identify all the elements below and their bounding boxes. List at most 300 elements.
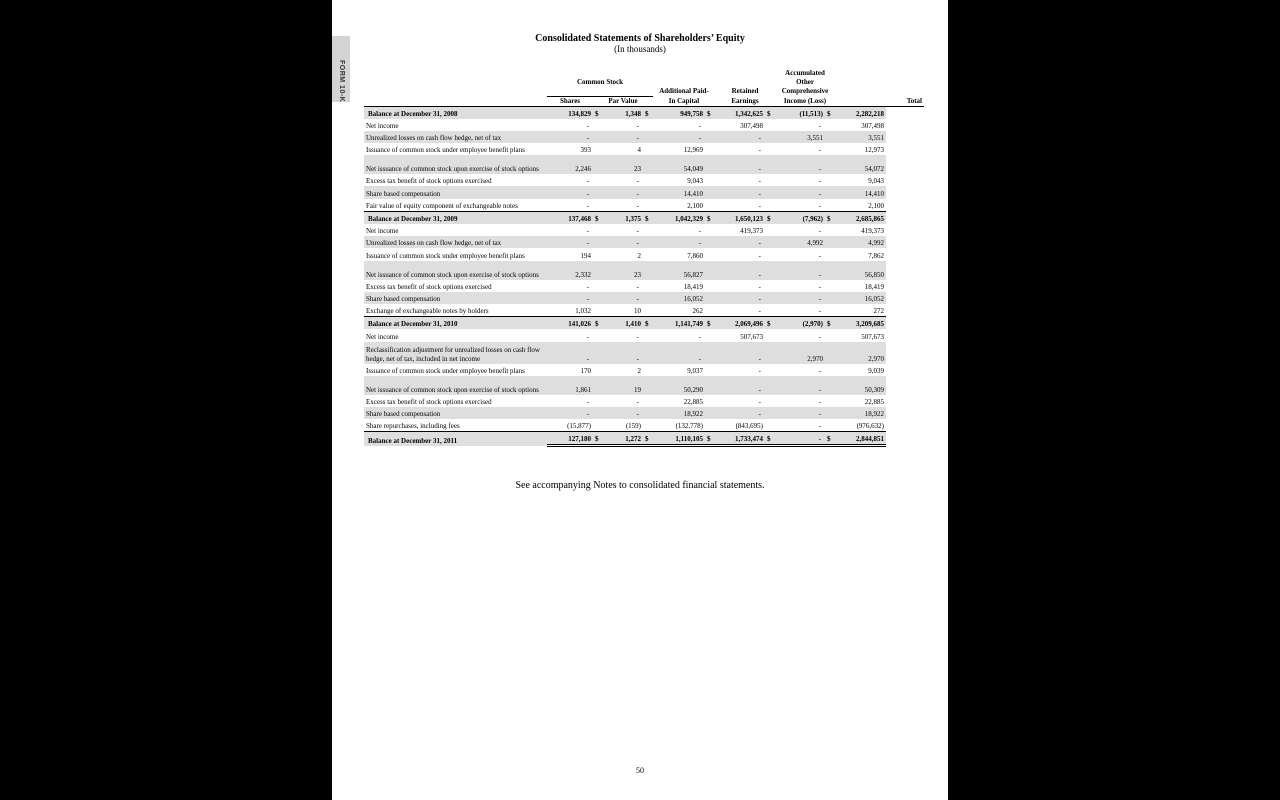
dollar-sign <box>765 186 775 198</box>
cell-apic: 22,885 <box>683 397 703 406</box>
row-label: Issuance of common stock under employee benefit plans <box>366 251 525 260</box>
aoci-header-2: Other <box>796 78 814 86</box>
cell-apic: 7,860 <box>687 251 703 260</box>
dollar-sign <box>765 329 775 341</box>
dollar-sign <box>643 119 653 131</box>
table-row <box>364 419 924 432</box>
cell-shares: 137,468 <box>547 211 593 224</box>
cell-retained: - <box>758 251 761 260</box>
cell-retained: - <box>715 186 765 198</box>
row-label: Share based compensation <box>364 186 547 198</box>
cell-total: 419,373 <box>861 227 885 236</box>
row-label: Exchange of exchangeable notes by holders <box>366 307 489 316</box>
cell-total: 16,052 <box>835 292 886 304</box>
cell-shares: - <box>586 227 589 236</box>
cell-aoci: (2,970) <box>775 317 825 330</box>
dollar-sign <box>765 155 775 174</box>
dollar-sign <box>765 407 775 419</box>
dollar-sign <box>825 224 835 236</box>
cell-par: - <box>636 177 639 186</box>
dollar-sign <box>765 119 775 131</box>
cell-retained: - <box>758 397 761 406</box>
cell-shares: 170 <box>580 366 591 375</box>
dollar-sign <box>643 304 653 317</box>
dollar-sign <box>593 304 603 317</box>
dollar-sign <box>643 407 653 419</box>
table-row <box>364 186 924 198</box>
cell-par: - <box>603 131 643 143</box>
dollar-sign <box>705 143 715 155</box>
dollar-sign <box>825 261 835 280</box>
table-row <box>364 342 924 364</box>
cell-total: 307,498 <box>861 121 885 130</box>
dollar-sign <box>705 174 715 186</box>
cell-apic: 12,969 <box>683 146 703 155</box>
cell-aoci: - <box>818 422 821 431</box>
cell-par: 10 <box>634 307 641 316</box>
dollar-sign <box>643 342 653 364</box>
cell-aoci: 4,992 <box>775 236 825 248</box>
cell-par: - <box>636 397 639 406</box>
dollar-sign <box>593 155 603 174</box>
row-label: Issuance of common stock under employee benefit plans <box>366 366 525 375</box>
cell-shares: - <box>547 342 593 364</box>
cell-retained: - <box>715 407 765 419</box>
dollar-sign: $ <box>765 317 775 330</box>
row-label: Net issuance of common stock upon exercise of stock options <box>364 155 547 174</box>
dollar-sign <box>765 364 775 376</box>
dollar-sign: $ <box>643 317 653 330</box>
dollar-sign <box>593 280 603 292</box>
cell-aoci: - <box>818 366 821 375</box>
cell-shares: 194 <box>580 251 591 260</box>
dollar-sign <box>593 376 603 395</box>
dollar-sign <box>705 236 715 248</box>
dollar-sign <box>825 155 835 174</box>
cell-par: (159) <box>625 422 641 431</box>
dollar-sign <box>765 236 775 248</box>
dollar-sign <box>593 407 603 419</box>
cell-aoci: 3,551 <box>775 131 825 143</box>
aoci-header-3: Comprehensive <box>781 87 829 95</box>
cell-par: 1,348 <box>603 106 643 119</box>
dollar-sign: $ <box>765 106 775 119</box>
cell-total: 9,043 <box>868 177 885 186</box>
aoci-header-4: Income (Loss) <box>775 96 835 106</box>
cell-par: - <box>636 282 639 291</box>
table-row <box>364 131 924 143</box>
dollar-sign: $ <box>593 317 603 330</box>
cell-apic: - <box>653 342 705 364</box>
dollar-sign <box>643 199 653 212</box>
cell-shares: 2,246 <box>547 155 593 174</box>
table-row <box>364 143 924 155</box>
balance-row <box>364 106 924 119</box>
table-row <box>364 261 924 280</box>
cell-par: - <box>636 227 639 236</box>
dollar-sign <box>705 261 715 280</box>
cell-total: 18,419 <box>864 282 885 291</box>
cell-shares: - <box>586 177 589 186</box>
cell-retained: - <box>715 155 765 174</box>
row-label: Reclassification adjustment for unrealized losses on cash flow hedge, net of tax, included in net income <box>364 342 547 364</box>
cell-apic: 9,043 <box>687 177 703 186</box>
dollar-sign: $ <box>825 106 835 119</box>
row-label: Fair value of equity component of exchangeable notes <box>366 201 518 210</box>
cell-apic: - <box>698 332 701 341</box>
dollar-sign <box>765 395 775 407</box>
dollar-sign <box>765 304 775 317</box>
dollar-sign: $ <box>593 432 603 446</box>
balance-row <box>364 211 924 224</box>
dollar-sign <box>593 292 603 304</box>
cell-aoci: (11,513) <box>775 106 825 119</box>
row-label: Balance at December 31, 2009 <box>364 211 547 224</box>
cell-shares: - <box>547 407 593 419</box>
footnote: See accompanying Notes to consolidated financial statements. <box>515 480 765 491</box>
apic-header-2: In Capital <box>653 96 715 106</box>
cell-apic: 1,042,329 <box>653 211 705 224</box>
dollar-sign: $ <box>643 432 653 446</box>
row-label: Net income <box>366 227 399 236</box>
cell-total: 7,862 <box>868 251 885 260</box>
dollar-sign <box>593 224 603 236</box>
table-row <box>364 304 924 317</box>
table-row <box>364 119 924 131</box>
dollar-sign: $ <box>705 106 715 119</box>
dollar-sign <box>705 292 715 304</box>
cell-total: 3,209,685 <box>835 317 886 330</box>
dollar-sign <box>705 248 715 260</box>
cell-aoci: - <box>818 397 821 406</box>
dollar-sign <box>705 199 715 212</box>
dollar-sign: $ <box>593 211 603 224</box>
dollar-sign <box>825 342 835 364</box>
row-label: Share based compensation <box>364 407 547 419</box>
cell-retained: - <box>758 201 761 210</box>
cell-retained: - <box>715 342 765 364</box>
table-row <box>364 174 924 186</box>
cell-shares: - <box>547 292 593 304</box>
dollar-sign <box>643 395 653 407</box>
dollar-sign <box>593 329 603 341</box>
table-row <box>364 329 924 341</box>
cell-total: 56,850 <box>835 261 886 280</box>
header-row-2 <box>364 78 924 87</box>
cell-apic: - <box>698 227 701 236</box>
dollar-sign <box>705 280 715 292</box>
dollar-sign <box>593 131 603 143</box>
dollar-sign <box>705 342 715 364</box>
header-row-4 <box>364 96 924 106</box>
cell-retained: - <box>758 282 761 291</box>
table-row <box>364 395 924 407</box>
dollar-sign <box>705 155 715 174</box>
table-row <box>364 376 924 395</box>
cell-shares: - <box>586 282 589 291</box>
dollar-sign <box>643 280 653 292</box>
cell-shares: 1,032 <box>575 307 591 316</box>
cell-shares: 1,861 <box>547 376 593 395</box>
dollar-sign <box>825 376 835 395</box>
dollar-sign <box>643 143 653 155</box>
cell-total: 2,970 <box>835 342 886 364</box>
cell-par: - <box>603 236 643 248</box>
dollar-sign <box>705 304 715 317</box>
cell-aoci: - <box>818 121 821 130</box>
cell-apic: 1,141,749 <box>653 317 705 330</box>
row-label: Unrealized losses on cash flow hedge, net of tax <box>364 236 547 248</box>
row-label: Share repurchases, including fees <box>366 422 460 431</box>
dollar-sign <box>593 119 603 131</box>
cell-apic: - <box>653 131 705 143</box>
dollar-sign <box>705 119 715 131</box>
table-row <box>364 292 924 304</box>
cell-par: 1,272 <box>603 432 643 446</box>
cell-apic: 1,110,105 <box>653 432 705 446</box>
cell-par: 1,375 <box>603 211 643 224</box>
dollar-sign <box>825 280 835 292</box>
cell-aoci: - <box>775 376 825 395</box>
total-header: Total <box>835 96 924 106</box>
cell-aoci: - <box>775 186 825 198</box>
dollar-sign <box>765 261 775 280</box>
dollar-sign <box>593 174 603 186</box>
dollar-sign <box>593 342 603 364</box>
cell-retained: - <box>715 376 765 395</box>
dollar-sign <box>765 199 775 212</box>
cell-retained: 419,373 <box>740 227 763 236</box>
cell-total: 9,039 <box>868 366 885 375</box>
dollar-sign <box>705 224 715 236</box>
table-row <box>364 407 924 419</box>
dollar-sign <box>643 364 653 376</box>
row-label: Net issuance of common stock upon exercise of stock options <box>364 261 547 280</box>
cell-apic: 16,052 <box>653 292 705 304</box>
cell-shares: - <box>586 332 589 341</box>
cell-retained: 1,650,123 <box>715 211 765 224</box>
balance-row <box>364 317 924 330</box>
retained-header-1: Retained <box>731 87 759 95</box>
dollar-sign <box>705 407 715 419</box>
dollar-sign <box>705 186 715 198</box>
cell-aoci: - <box>775 155 825 174</box>
shares-header: Shares <box>547 96 593 106</box>
cell-aoci: - <box>818 282 821 291</box>
cell-total: 22,885 <box>864 397 885 406</box>
row-label: Issuance of common stock under employee benefit plans <box>366 146 525 155</box>
statement-title: Consolidated Statements of Shareholders’ Equity <box>535 33 745 44</box>
dollar-sign <box>765 248 775 260</box>
dollar-sign <box>765 342 775 364</box>
dollar-sign <box>825 131 835 143</box>
dollar-sign: $ <box>825 211 835 224</box>
dollar-sign <box>825 292 835 304</box>
cell-total: 272 <box>873 307 885 316</box>
cell-total: 18,922 <box>835 407 886 419</box>
apic-header-1: Additional Paid- <box>659 87 709 95</box>
cell-par: - <box>603 186 643 198</box>
dollar-sign <box>825 143 835 155</box>
cell-total: 3,551 <box>835 131 886 143</box>
cell-apic: - <box>698 121 701 130</box>
dollar-sign <box>825 407 835 419</box>
page-number: 50 <box>636 766 644 775</box>
dollar-sign <box>593 199 603 212</box>
cell-retained: 307,498 <box>740 121 763 130</box>
cell-aoci: - <box>818 201 821 210</box>
dollar-sign <box>765 376 775 395</box>
header-row-3 <box>364 87 924 96</box>
table-row <box>364 224 924 236</box>
cell-retained: - <box>758 177 761 186</box>
dollar-sign <box>643 329 653 341</box>
row-label: Balance at December 31, 2008 <box>364 106 547 119</box>
dollar-sign <box>593 248 603 260</box>
row-label: Excess tax benefit of stock options exercised <box>366 397 492 406</box>
common-stock-header: Common Stock <box>576 78 624 86</box>
dollar-sign <box>825 236 835 248</box>
retained-header-2: Earnings <box>715 96 775 106</box>
cell-par: - <box>603 342 643 364</box>
dollar-sign <box>643 419 653 432</box>
dollar-sign <box>825 304 835 317</box>
cell-total: 14,410 <box>835 186 886 198</box>
cell-apic: 18,922 <box>653 407 705 419</box>
cell-par: - <box>636 332 639 341</box>
document-page <box>332 0 948 800</box>
cell-apic: 18,419 <box>683 282 703 291</box>
dollar-sign <box>643 174 653 186</box>
cell-total: 2,844,851 <box>835 432 886 446</box>
dollar-sign: $ <box>765 211 775 224</box>
cell-par: - <box>603 292 643 304</box>
dollar-sign: $ <box>705 432 715 446</box>
cell-apic: 2,100 <box>687 201 703 210</box>
cell-apic: (132,778) <box>675 422 703 431</box>
cell-shares: 2,332 <box>547 261 593 280</box>
cell-retained: 1,733,474 <box>715 432 765 446</box>
dollar-sign <box>765 419 775 432</box>
dollar-sign: $ <box>643 106 653 119</box>
dollar-sign <box>705 395 715 407</box>
cell-aoci: - <box>818 177 821 186</box>
dollar-sign <box>825 329 835 341</box>
cell-aoci: 2,970 <box>775 342 825 364</box>
cell-aoci: - <box>818 227 821 236</box>
dollar-sign <box>765 131 775 143</box>
side-tab-label: FORM 10-K <box>338 60 345 103</box>
cell-total: 12,973 <box>864 146 885 155</box>
aoci-header-1: Accumulated <box>785 69 825 77</box>
cell-retained: 1,342,625 <box>715 106 765 119</box>
cell-shares: - <box>586 121 589 130</box>
table-row <box>364 199 924 212</box>
cell-retained: - <box>758 307 761 316</box>
cell-par: 19 <box>603 376 643 395</box>
cell-aoci: - <box>775 292 825 304</box>
cell-apic: 50,290 <box>653 376 705 395</box>
par-value-header: Par Value <box>593 96 653 106</box>
cell-total: 2,282,218 <box>835 106 886 119</box>
cell-retained: - <box>715 236 765 248</box>
dollar-sign: $ <box>825 317 835 330</box>
dollar-sign <box>825 419 835 432</box>
dollar-sign: $ <box>705 211 715 224</box>
cell-aoci: - <box>818 146 821 155</box>
header-row-1 <box>364 69 924 78</box>
cell-retained: - <box>715 131 765 143</box>
dollar-sign <box>643 236 653 248</box>
cell-retained: - <box>715 261 765 280</box>
cell-par: 2 <box>637 366 641 375</box>
dollar-sign <box>825 186 835 198</box>
cell-par: 4 <box>637 146 641 155</box>
row-label: Net income <box>366 121 399 130</box>
dollar-sign <box>593 186 603 198</box>
row-label: Share based compensation <box>364 292 547 304</box>
row-label: Excess tax benefit of stock options exercised <box>366 177 492 186</box>
row-label: Balance at December 31, 2011 <box>364 432 547 446</box>
cell-total: 2,100 <box>868 201 885 210</box>
equity-table <box>364 69 924 447</box>
row-label: Net income <box>366 332 399 341</box>
cell-total: 507,673 <box>861 332 885 341</box>
cell-shares: 393 <box>580 146 591 155</box>
dollar-sign <box>593 395 603 407</box>
cell-total: 54,072 <box>835 155 886 174</box>
cell-apic: 56,827 <box>653 261 705 280</box>
dollar-sign <box>825 119 835 131</box>
cell-retained: (843,695) <box>735 422 763 431</box>
row-label: Unrealized losses on cash flow hedge, net of tax <box>364 131 547 143</box>
table-row <box>364 155 924 174</box>
cell-shares: (15,877) <box>567 422 591 431</box>
dollar-sign <box>643 186 653 198</box>
cell-apic: - <box>653 236 705 248</box>
dollar-sign <box>825 364 835 376</box>
cell-aoci: - <box>775 407 825 419</box>
dollar-sign <box>705 419 715 432</box>
cell-par: - <box>636 121 639 130</box>
dollar-sign <box>765 224 775 236</box>
dollar-sign: $ <box>765 432 775 446</box>
cell-shares: 141,026 <box>547 317 593 330</box>
dollar-sign <box>825 199 835 212</box>
cell-aoci: - <box>818 251 821 260</box>
cell-shares: - <box>547 131 593 143</box>
cell-total: 50,309 <box>835 376 886 395</box>
cell-shares: - <box>547 236 593 248</box>
dollar-sign: $ <box>825 432 835 446</box>
cell-shares: - <box>547 186 593 198</box>
dollar-sign <box>593 236 603 248</box>
cell-shares: 127,180 <box>547 432 593 446</box>
statement-subtitle: (In thousands) <box>614 44 666 54</box>
dollar-sign <box>593 143 603 155</box>
dollar-sign: $ <box>643 211 653 224</box>
cell-par: 1,410 <box>603 317 643 330</box>
cell-par: 23 <box>603 155 643 174</box>
dollar-sign <box>765 280 775 292</box>
cell-par: 23 <box>603 261 643 280</box>
cell-apic: 949,758 <box>653 106 705 119</box>
balance-row <box>364 432 924 446</box>
table-row <box>364 236 924 248</box>
cell-aoci: - <box>775 432 825 446</box>
dollar-sign <box>765 292 775 304</box>
dollar-sign <box>705 376 715 395</box>
